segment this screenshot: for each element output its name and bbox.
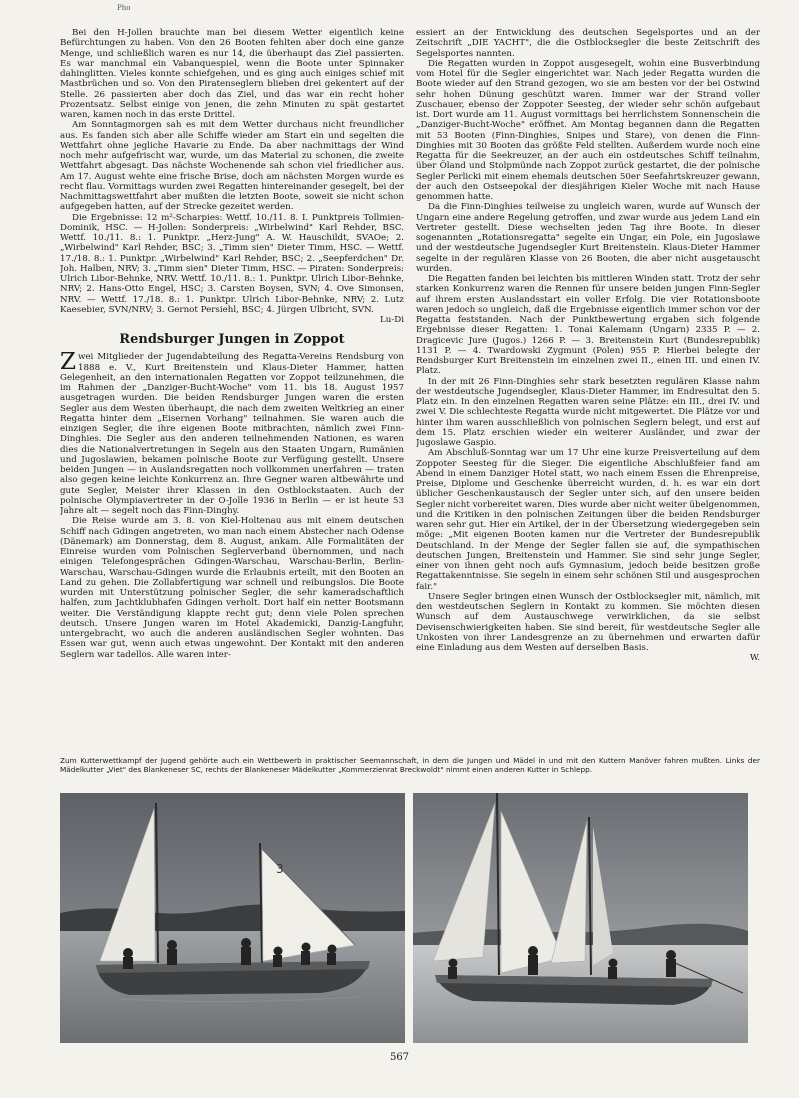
sailing-cutter-photo-right xyxy=(413,793,748,1043)
paragraph: Die Reise wurde am 3. 8. von Kiel-Holtenau aus mit einem deutschen Schiff nach Gdingen angetreten, wo man nach einem Abstecher nach Odense (Dänemark) am Donnerstag, dem 8. August, ankam. Alle Formalitäten der Einreise wurden vom Polnischen Seglerverband übernommen, und nach einigen Telefongesprächen Gdingen-Warschau, Warschau-Berlin, Berlin-Warschau, Warschau-Gdingen wurde die Erlaubnis erteilt, mit den Booten an Land zu gehen. Die Zollabfertigung war schnell und reibungslos. Die Boote wurden mit Unterstützung polnischer Segler, die sehr kameradschaftlich halfen, zum Jachtklubhafen Gdingen verholt. Dort half ein netter Bootsmann weiter. Die Verständigung klappte recht gut; denn viele Polen sprechen deutsch. Unsere Jungen waren im Hotel Akademicki, Danzig-Langfuhr, untergebracht, wo auch die anderen ausländischen Segler wohnten. Das Essen war gut, wenn auch etwas ungewohnt. Der Kontakt mit den anderen Seglern war tadellos. Alle waren inter- xyxy=(60,516,404,660)
photo-caption: Zum Kutterwettkampf der Jugend gehörte auch ein Wettbewerb in praktischer Seemannschaft, in dem die Jungen und Mädel in und mit den Kuttern Manöver fahren mußten. Links der Mädelkutter „Viet" des Blankeneser SC, rechts der Blankeneser Mädelkutter „Kommerzienrat Breckwoldt" nimmt einen anderen Kutter in Schlepp. xyxy=(60,756,760,774)
paragraph: Am Sonntagmorgen sah es mit dem Wetter durchaus nicht freundlicher aus. Es fanden sich aber alle Schiffe wieder am Start ein und segelten die Wettfahrt ohne jegliche Havarie zu Ende. Da aber nachmittags der Wind noch mehr aufgefrischt war, wurde, um das Material zu schonen, die zweite Wettfahrt abgesagt. Das nächste Wochenende sah schon viel friedlicher aus. Am 17. August wehte eine frische Brise, doch am nächsten Morgen wurde es recht flau. Vormittags wurden zwei Regatten hintereinander gesegelt, bei der Nachmittagswettfahrt aber mußten die letzten Boote, soweit sie nicht schon aufgegeben hatten, auf der Strecke gezeitet werden. xyxy=(60,120,404,213)
page-number: 567 xyxy=(389,1052,410,1063)
sailing-cutter-photo-left xyxy=(60,793,405,1043)
paragraph: Am Abschluß-Sonntag war um 17 Uhr eine kurze Preisverteilung auf dem Zoppoter Seesteg für die Sieger. Die eigentliche Abschlußfeier fand am Abend in einem Danziger Hotel statt, wo nach einem Essen die Ehrenpreise, Preise, Diplome und Geschenke überreicht wurden, d. h. es war ein dort üblicher Geschenkaustausch der Segler unter sich, auf den unsere beiden Segler nicht vorbereitet waren. Dies wurde aber nicht weiter übelgenommen, und die Kritiken in den polnischen Zeitungen über die beiden Rendsburger waren sehr gut. Hier ein Artikel, der in der Übersetzung wiedergegeben sein möge: „Mit eigenen Booten kamen nur die Vertreter der Bundesrepublik Deutschland. In der Menge der Segler fallen sie auf, die sympathischen deutschen Jungen, Breitenstein und Hammer. Sie sind sehr junge Segler, einer von ihnen geht noch aufs Gymnasium, jedoch beide besitzen große Regattakenntnisse. Sie segeln in einem sehr schönen Stil und ausgesprochen fair." xyxy=(416,448,760,592)
intro-signature: Lu-Di xyxy=(379,315,404,325)
text-columns xyxy=(60,28,760,746)
sail-number: 3 xyxy=(276,862,284,876)
lead-text: wei Mitglieder der Jugendabteilung des Regatta-Vereins Rendsburg von 1888 e. V., Kurt Breitenstein und Klaus-Dieter Hammer, hatten Gelegenheit, an den internationalen Regatten vor Zoppot teilzunehmen, die im Rahmen der „Danziger-Bucht-Woche" vom 11. bis 18. August 1957 ausgetragen wurden. Die beiden Rendsburger Jungen waren die ersten Segler aus dem Westen überhaupt, die nach dem zweiten Weltkrieg an einer Regatta hinter dem „Eisernen Vorhang" teilnahmen. Sie waren auch die einzigen Segler, die ihre eigenen Boote mitbrachten, nämlich zwei Finn-Dinghies. Die Segler aus den anderen teilnehmenden Nationen, es waren dies die Nationalvertretungen in Segeln aus den Staaten Ungarn, Rumänien und Jugoslawien, bekamen polnische Boote zur Verfügung gestellt. Unsere beiden Jungen — in Auslandsregatten noch vollkommen unerfahren — traten also gegen keine leichte Konkurrenz an. Ihre Gegner waren altbewährte und gute Segler, Meister ihrer Klassen in den Ostblockstaaten. Auch der polnische Olympiavertreter in der O-Jolle 1936 in Berlin — er ist heute 53 Jahre alt — segelt noch das Finn-Dinghy. xyxy=(60,352,404,516)
paragraph: Die Regatten wurden in Zoppot ausgesegelt, wohin eine Busverbindung vom Hotel für die Segler eingerichtet war. Nach jeder Regatta wurden die Boote wieder auf den Strand gezogen, wo sie am besten vor der bei Ostwind sehr hohen Dünung geschützt waren. Immer war der Strand voller Zuschauer, ebenso der Zoppoter Seesteg, der wieder sehr schön aufgebaut ist. Dort wurde am 11. August vormittags bei herrlichstem Sonnenschein die „Danziger-Bucht-Woche" eröffnet. Am Montag begannen dann die Regatten mit 53 Booten (Finn-Dinghies, Snipes und Stare), von denen die Finn-Dinghies mit 30 Booten das größte Feld stellten. Außerdem wurde noch eine Regatta für die Seekreuzer, an der auch ein ostdeutsches Schiff teilnahm, über Öland und Stolpmünde nach Zoppot zurück gestartet, die der polnische Segler Perlicki mit einem ehemals deutschen 50er Seefahrtskreuzer gewann, der auch den Ostseepokal der diesjährigen Kieler Woche mit nach Hause genommen hatte. xyxy=(416,58,760,202)
paragraph: Bei den H-Jollen brauchte man bei diesem Wetter eigentlich keine Befürchtungen zu haben. Von den 26 Booten fehlten aber doch eine ganze Menge, und schließlich waren es nur 14, die überhaupt das Ziel passierten. Es war manchmal ein Vabanquespiel, wenn die Boote unter Spinnaker dahinglitten. Vieles konnte schiefgehen, und es ging auch einiges schief mit Mastbrüchen und so. Von den Piratenseglern blieben drei gekentert auf der Stelle. 26 passierten aber doch das Ziel, und das war ein recht hoher Prozentsatz. Selbst einige von jenen, die zehn Minuten zu spät gestartet waren, kamen noch in das erste Drittel. xyxy=(60,28,404,120)
paragraph: Die Regatten fanden bei leichten bis mittleren Winden statt. Trotz der sehr starken Konkurrenz waren die Rennen für unsere beiden jungen Finn-Segler auf ihrem ersten Auslandsstart ein voller Erfolg. Die vier Rotationsboote waren jedoch so ungleich, daß die Ergebnisse eigentlich immer schon vor der Regatta feststanden. Nach der Punktbewertung ergaben sich folgende Ergebnisse dieser Regatten: 1. Tonai Kalemann (Ungarn) 2335 P. — 2. Dragicevic Jure (Jugos.) 1266 P. — 3. Breitenstein Kurt (Bundesrepublik) 1131 P. — 4. Twardowski Zygmunt (Polen) 955 P. Hierbei belegte der Rendsburger Kurt Breitenstein im einzelnen zwei II., einen III. und einen IV. Platz. xyxy=(416,274,760,377)
results-paragraph: Die Ergebnisse: 12 m²-Scharpies: Wettf. 10./11. 8. I. Punktpreis Tollmien-Dominik, HSC. — H-Jollen: Sonderpreis: „Wirbelwind" Karl Rehder, BSC. Wettf. 10./11. 8.: 1. Punktpr. „Herz-Jung" A. W. Hauschildt, SVAOe; 2. „Wirbelwind" Karl Rehder, BSC; 3. „Timm sien" Dieter Timm, HSC. — Wettf. 17./18. 8.: 1. Punktpr. „Wirbelwind" Karl Rehder, BSC; 2. „Seepferdchen" Dr. Joh. Halben, NRV; 3. „Timm sien" Dieter Timm, HSC. — Piraten: Sonderpreis: Ulrich Libor-Behnke, NRV. Wettf. 10./11. 8.: 1. Punktpr. Ulrich Libor-Behnke, NRV; 2. Hans-Otto Engel, HSC; 3. Carsten Boysen, SVN; 4. Ove Simonsen, NRV. — Wettf. 17./18. 8.: 1. Punktpr. Ulrich Libor-Behnke, NRV; 2. Lutz Kaesebier, SVN/NRV; 3. Gernot Persiehl, BSC; 4. Jürgen Ulbricht, SVN. xyxy=(60,212,404,315)
paragraph: In der mit 26 Finn-Dinghies sehr stark besetzten regulären Klasse nahm der westdeutsche Jugendsegler, Klaus-Dieter Hammer, im Endresultat den 5. Platz ein. In den einzelnen Regatten waren seine Plätze: ein III., drei IV. und zwei V. Die schlechteste Regatta wurde nicht mitgewertet. Die Plätze vor und hinter ihm waren ausschließlich von polnischen Seglern belegt, und erst auf dem 15. Platz erschien wieder ein weiterer Ausländer, und zwar der Jugoslawe Gaspio. xyxy=(416,376,760,448)
dropcap: Z xyxy=(60,349,76,376)
top-margin-mark: Pho xyxy=(117,4,131,12)
photo-right-cutters-towing xyxy=(413,793,748,1043)
paragraph: essiert an der Entwicklung des deutschen Segelsportes und an der Zeitschrift „DIE YACHT", die die Ostblocksegler die beste Zeitschrift des Segelsportes nannten. xyxy=(416,28,760,59)
article-title: Rendsburger Jungen in Zoppot xyxy=(119,332,345,348)
right-column xyxy=(416,28,760,746)
paragraph: Da die Finn-Dinghies teilweise zu ungleich waren, wurde auf Wunsch der Ungarn eine andere Regelung getroffen, und zwar wurde aus jedem Land ein Vertreter gestellt. Diese wechselten jeden Tag ihre Boote. In dieser sogenannten „Rotationsregatta" segelte ein Ungar, ein Pole, ein Jugoslawe und der westdeutsche Jugendsegler Kurt Breitenstein. Klaus-Dieter Hammer segelte in der regulären Klasse von 26 Booten, die aber nicht ausgetauscht wurden. xyxy=(416,202,760,274)
article-signature: W. xyxy=(749,653,760,664)
article-lead-paragraph xyxy=(60,349,404,516)
left-column xyxy=(60,28,404,746)
paragraph: Unsere Segler bringen einen Wunsch der Ostblocksegler mit, nämlich, mit den westdeutschen Seglern in Kontakt zu kommen. Sie möchten diesen Wunsch auf dem Austauschwege verwirklichen, da sie selbst Devisenschwierigkeiten haben. Sie sind bereit, für westdeutsche Segler alle Unkosten von ihrer Landesgrenze an zu übernehmen und erwarten dafür eine Einladung aus dem Westen auf derselben Basis. xyxy=(416,591,760,653)
photo-left-cutter xyxy=(60,793,405,1043)
